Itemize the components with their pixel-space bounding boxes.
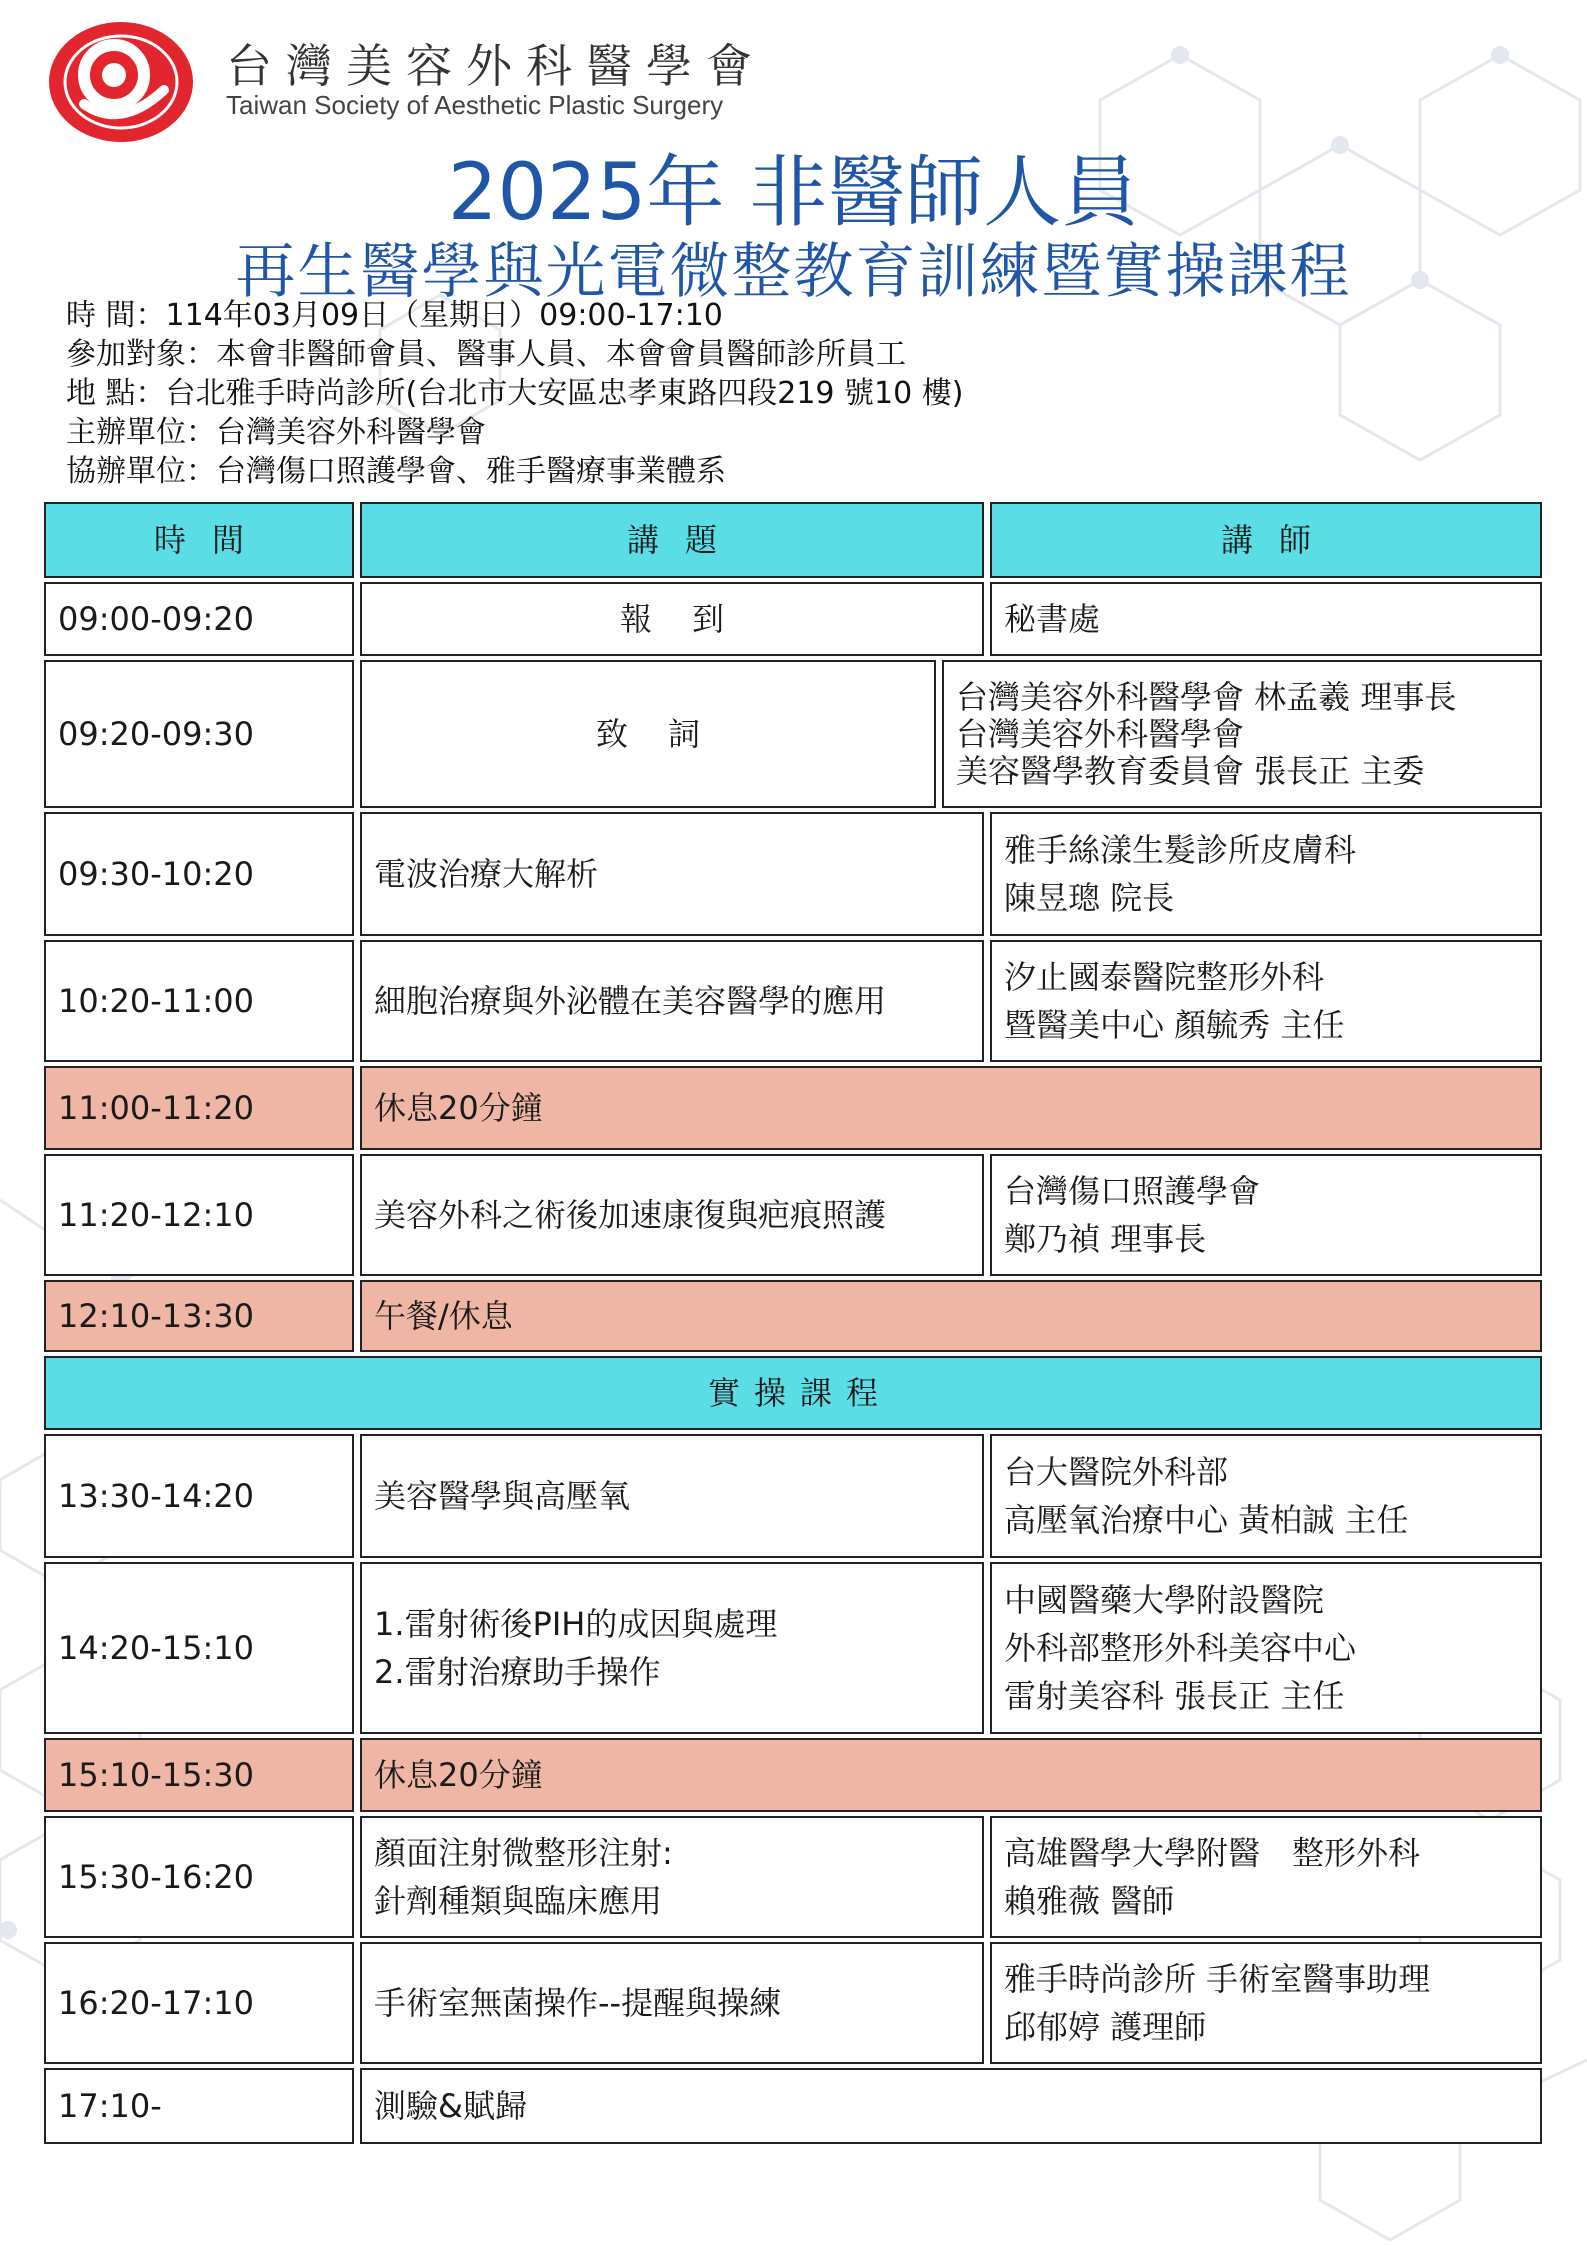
row-topic: 電波治療大解析: [360, 812, 984, 936]
org-name-en: Taiwan Society of Aesthetic Plastic Surgery: [226, 90, 724, 120]
row-topic: 休息20分鐘: [360, 1738, 1542, 1812]
speaker-line: 暨醫美中心 顏毓秀 主任: [1004, 1006, 1345, 1044]
row-topic: [360, 1816, 984, 1938]
row-topic: 測驗&賦歸: [360, 2068, 1542, 2144]
speaker-line: 台灣傷口照護學會: [1004, 1172, 1261, 1210]
topic-line: 1.雷射術後PIH的成因與處理: [374, 1605, 778, 1643]
speaker-line: 台大醫院外科部: [1004, 1453, 1229, 1491]
row-topic: 美容外科之術後加速康復與疤痕照護: [360, 1154, 984, 1276]
row-time: 11:20-12:10: [44, 1154, 354, 1276]
speaker-line: 美容醫學教育委員會 張長正 主委: [956, 751, 1425, 790]
speaker-line: 高雄醫學大學附醫 整形外科: [1004, 1834, 1421, 1872]
row-time: 09:30-10:20: [44, 812, 354, 936]
row-time: 09:00-09:20: [44, 582, 354, 656]
speaker-line: 台灣美容外科醫學會: [956, 714, 1245, 753]
row-topic: 手術室無菌操作--提醒與操練: [360, 1942, 984, 2064]
speaker-line: 雅手時尚診所 手術室醫事助理: [1004, 1960, 1431, 1998]
info-organizer: 主辦單位：台灣美容外科醫學會: [66, 415, 486, 450]
table-row: [44, 1434, 1542, 1558]
table-row: [44, 582, 1542, 656]
table-row: [44, 660, 1542, 808]
speaker-line: 外科部整形外科美容中心: [1004, 1629, 1357, 1667]
row-speaker: [990, 812, 1542, 936]
info-time: 時 間：114年03月09日（星期日）09:00-17:10: [66, 298, 723, 333]
topic-line: 針劑種類與臨床應用: [374, 1882, 663, 1920]
speaker-line: 邱郁婷 護理師: [1004, 2008, 1207, 2046]
table-row-break: [44, 1280, 1542, 1352]
row-topic: 報到: [360, 582, 984, 656]
row-speaker: [990, 940, 1542, 1062]
table-row: [44, 940, 1542, 1062]
title-line-2: 再生醫學與光電微整教育訓練暨實操課程: [235, 237, 1352, 307]
row-topic: 美容醫學與高壓氧: [360, 1434, 984, 1558]
speaker-line: 秘書處: [1004, 600, 1101, 638]
row-topic: 致詞: [360, 660, 936, 808]
row-time: 09:20-09:30: [44, 660, 354, 808]
header-topic: 講題: [360, 502, 984, 578]
row-speaker: [990, 1154, 1542, 1276]
row-time: 16:20-17:10: [44, 1942, 354, 2064]
section-title: 實操課程: [44, 1356, 1542, 1430]
row-time: 10:20-11:00: [44, 940, 354, 1062]
society-seal-icon: [44, 20, 199, 146]
row-topic: [360, 1562, 984, 1734]
speaker-line: 汐止國泰醫院整形外科: [1004, 958, 1325, 996]
speaker-line: 高壓氧治療中心 黃柏誠 主任: [1004, 1501, 1409, 1539]
speaker-line: 中國醫藥大學附設醫院: [1004, 1581, 1325, 1619]
row-time: 13:30-14:20: [44, 1434, 354, 1558]
row-speaker: [990, 1942, 1542, 2064]
row-speaker: [990, 1816, 1542, 1938]
row-speaker: [990, 1562, 1542, 1734]
row-topic: 細胞治療與外泌體在美容醫學的應用: [360, 940, 984, 1062]
speaker-line: 鄭乃禎 理事長: [1004, 1220, 1207, 1258]
speaker-line: 雅手絲漾生髮診所皮膚科: [1004, 831, 1357, 869]
row-time: 17:10-: [44, 2068, 354, 2144]
event-info: [66, 296, 963, 491]
table-row-break: [44, 1738, 1542, 1812]
row-speaker: [990, 1434, 1542, 1558]
info-audience: 參加對象：本會非醫師會員、醫事人員、本會會員醫師診所員工: [66, 337, 906, 372]
table-row: [44, 2068, 1542, 2144]
row-time: 14:20-15:10: [44, 1562, 354, 1734]
speaker-line: 賴雅薇 醫師: [1004, 1882, 1175, 1920]
header-speaker: 講師: [990, 502, 1542, 578]
topic-line: 2.雷射治療助手操作: [374, 1653, 661, 1691]
row-topic: 休息20分鐘: [360, 1066, 1542, 1150]
table-row: [44, 1562, 1542, 1734]
speaker-line: 台灣美容外科醫學會 林孟羲 理事長: [956, 677, 1457, 716]
topic-line: 顏面注射微整形注射:: [374, 1834, 673, 1872]
table-row: [44, 1816, 1542, 1938]
table-header-row: [44, 502, 1542, 578]
speaker-line: 陳昱璁 院長: [1004, 879, 1175, 917]
table-row: [44, 1942, 1542, 2064]
info-co-organizer: 協辦單位：台灣傷口照護學會、雅手醫療事業體系: [66, 454, 726, 489]
speaker-line: 雷射美容科 張長正 主任: [1004, 1677, 1345, 1715]
table-section-row: [44, 1356, 1542, 1430]
table-row-break: [44, 1066, 1542, 1150]
table-row: [44, 1154, 1542, 1276]
row-time: 11:00-11:20: [44, 1066, 354, 1150]
row-topic: 午餐/休息: [360, 1280, 1542, 1352]
header-time: 時間: [44, 502, 354, 578]
row-time: 15:10-15:30: [44, 1738, 354, 1812]
info-venue: 地 點：台北雅手時尚診所(台北市大安區忠孝東路四段219 號10 樓): [66, 376, 964, 411]
title-line-1: 2025年 非醫師人員: [447, 148, 1140, 238]
org-name-zh: 台灣美容外科醫學會: [226, 39, 766, 93]
row-time: 15:30-16:20: [44, 1816, 354, 1938]
table-row: [44, 812, 1542, 936]
row-time: 12:10-13:30: [44, 1280, 354, 1352]
row-speaker: [990, 582, 1542, 656]
row-speaker: [942, 660, 1542, 808]
